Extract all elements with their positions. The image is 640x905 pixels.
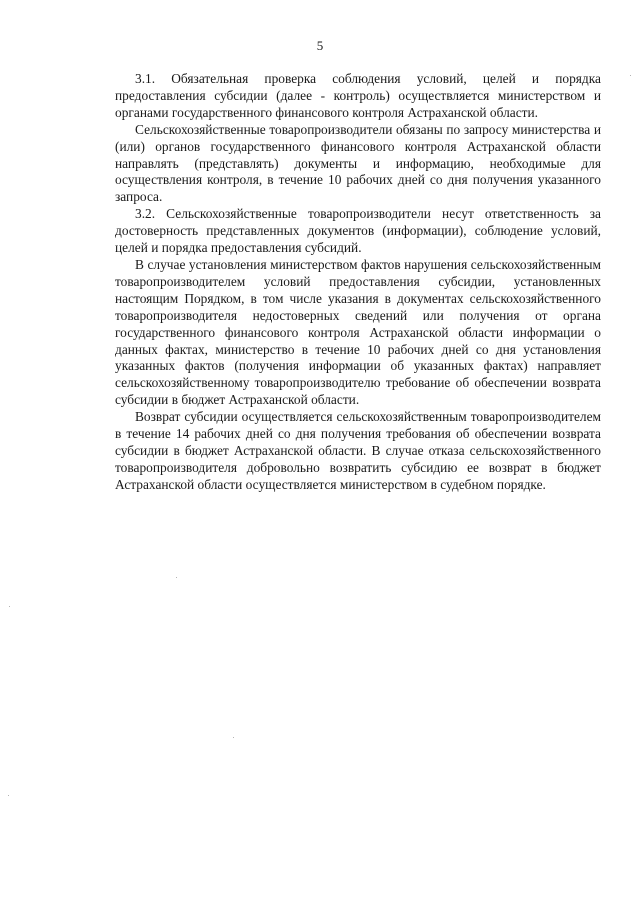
scan-speck	[630, 75, 631, 76]
paragraph-subsidy-return: Возврат субсидии осуществляется сельскохозяйственным товаропроизводителем в течение 14 рабочих дней со дня получения требования об обеспечении возврата субсидии в бюджет Астраханской области. В случае отказа сельскохозяйственного товаропроизводителя добровольно возвратить субсидию ее возврат в бюджет Астраханской области осуществляется министерством в судебном порядке.	[115, 409, 601, 492]
paragraph-3-2-responsibility: 3.2. Сельскохозяйственные товаропроизводители несут ответственность за достоверность представленных документов (информации), соблюдение условий, целей и порядка предоставления субсидий.	[115, 206, 601, 256]
scan-speck	[233, 737, 234, 738]
page-number: 5	[316, 38, 324, 53]
scan-speck	[176, 577, 177, 578]
document-body	[115, 71, 601, 494]
scan-speck	[8, 795, 9, 796]
scan-speck	[9, 606, 10, 607]
paragraph-violation-case: В случае установления министерством фактов нарушения сельскохозяйственным товаропроизводителем условий предоставления субсидии, установленных настоящим Порядком, в том числе указания в документах сельскохозяйственного товаропроизводителя недостоверных сведений или получения от органа государственного финансового контроля Астраханской области информации о данных фактах, министерство в течение 10 рабочих дней со дня установления указанных фактов (получения информации об указанных фактах) направляет сельскохозяйственному товаропроизводителю требование об обеспечении возврата субсидии в бюджет Астраханской области.	[115, 256, 601, 408]
paragraph-producers-obligation: Сельскохозяйственные товаропроизводители обязаны по запросу министерства и (или) органов государственного финансового контроля Астраханской области направлять (представлять) документы и информацию, необходимые для осуществления контроля, в течение 10 рабочих дней со дня получения указанного запроса.	[115, 121, 601, 205]
paragraph-3-1-control: 3.1. Обязательная проверка соблюдения условий, целей и порядка предоставления субсидии (далее - контроль) осуществляется министерством и органами государственного финансового контроля Астраханской области.	[115, 71, 601, 120]
